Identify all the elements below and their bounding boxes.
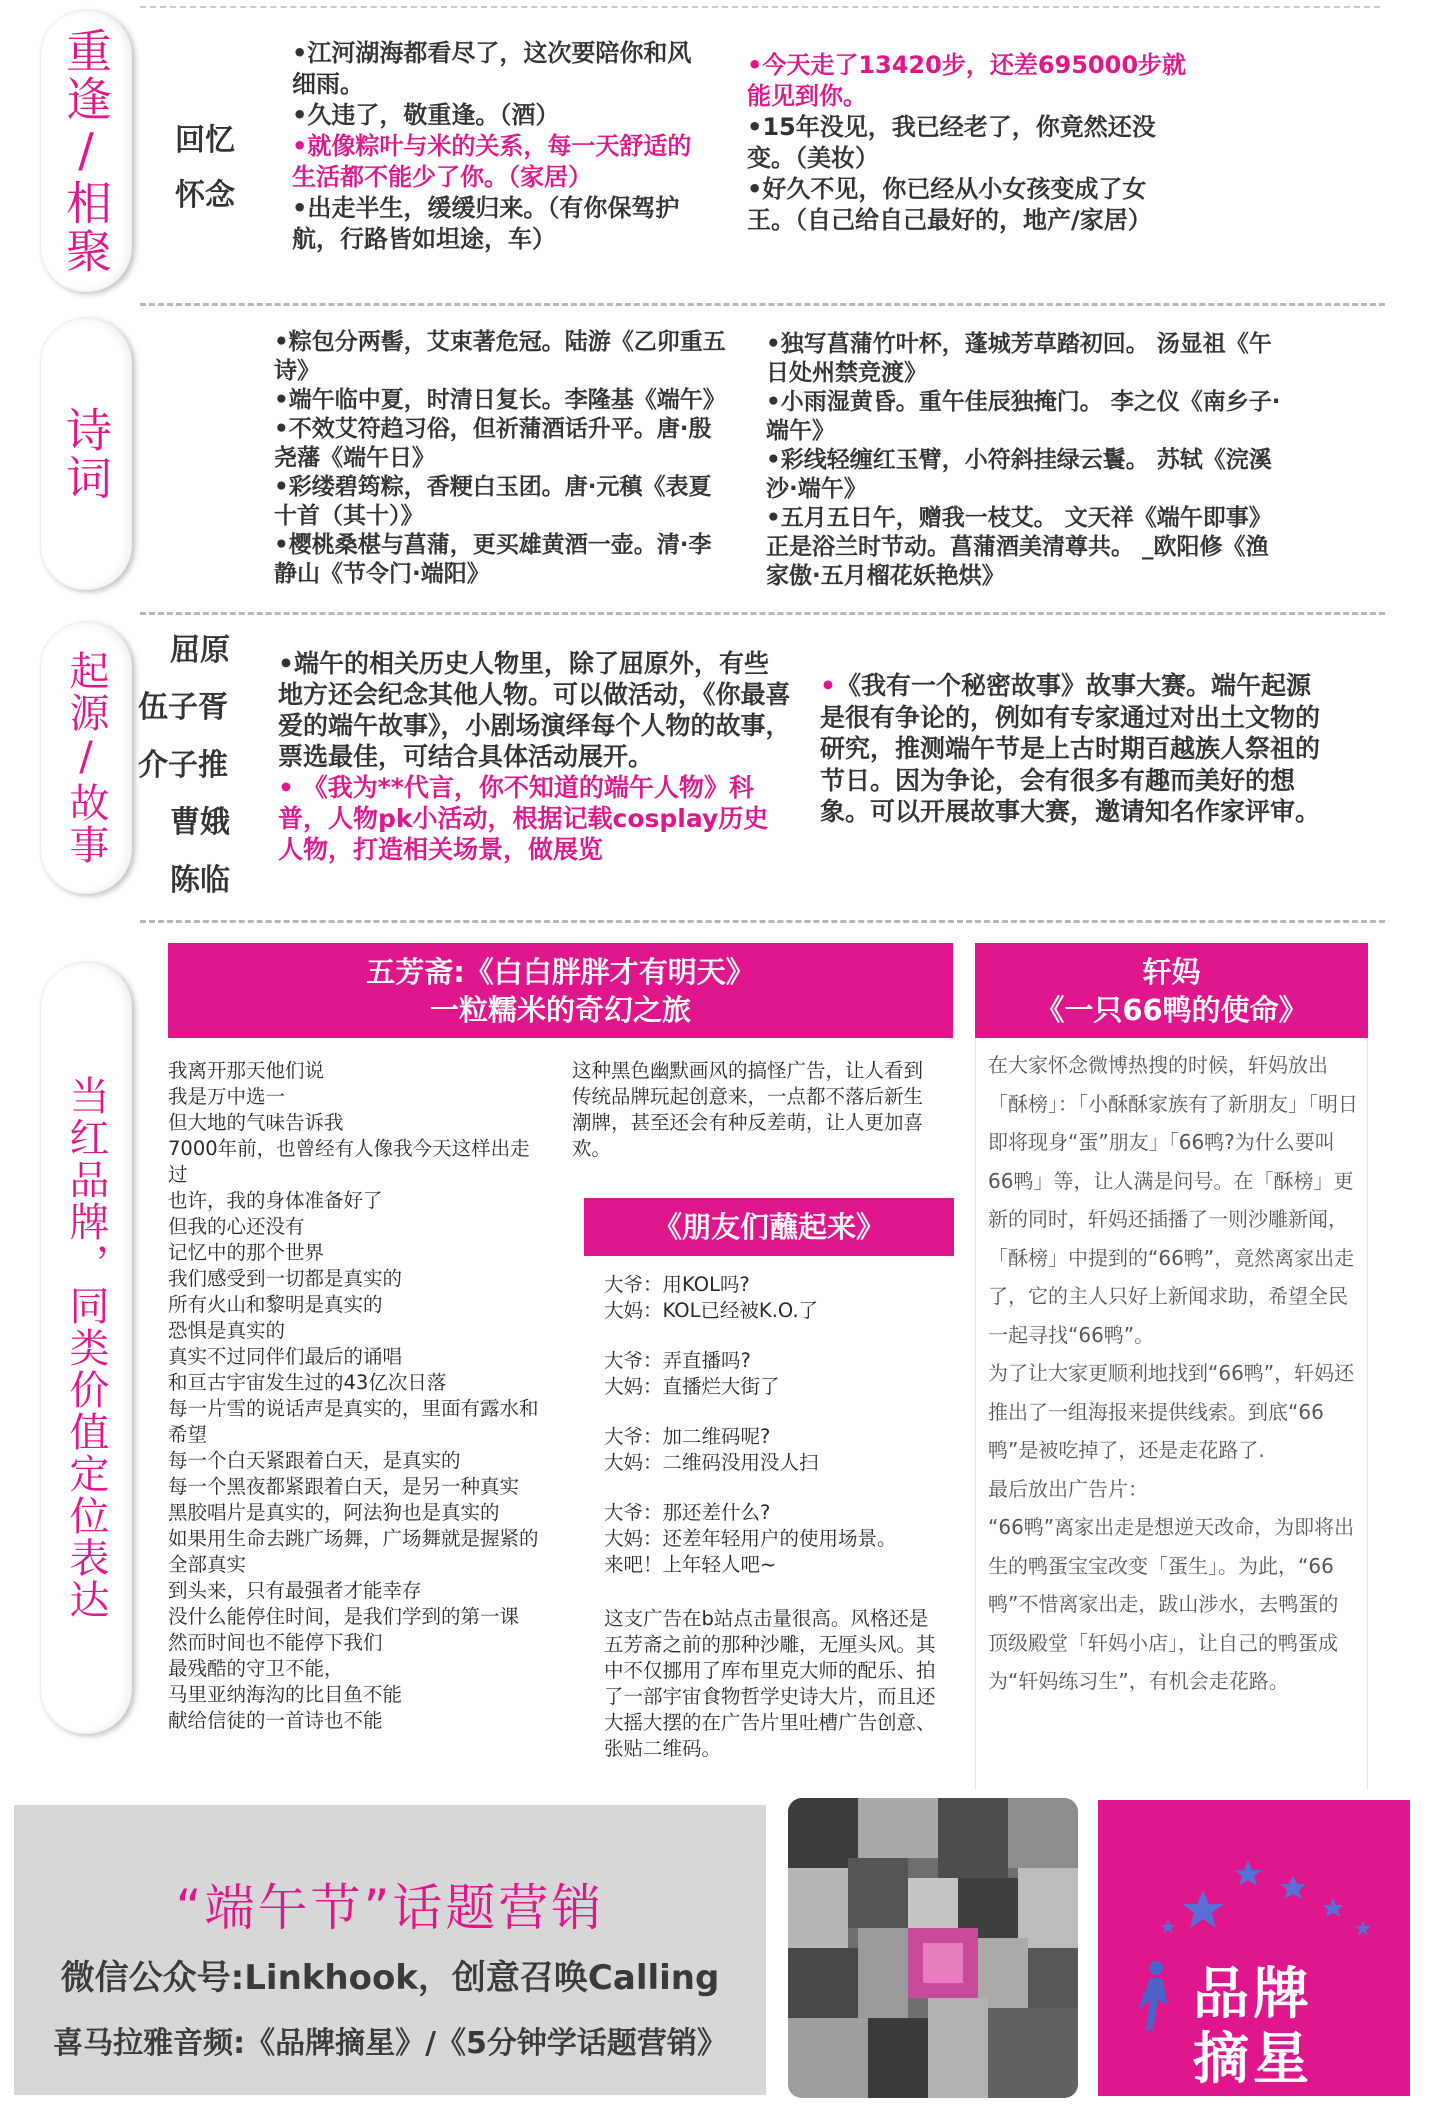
poem-item: •彩线轻缠红玉臂，小符斜挂绿云鬟。 苏轼《浣溪沙·端午》 (766, 447, 1272, 502)
origin-name: 曹娥 (170, 805, 230, 840)
friends-dialogues (604, 1272, 954, 1578)
top-divider (140, 0, 1380, 8)
wufangzhai-poem (168, 1058, 542, 1734)
poem-line: 我是万中选一 (168, 1085, 286, 1108)
dialogue-line: 大妈：直播烂大街了 (604, 1375, 780, 1398)
poem-line: 真实不过同伴们最后的诵唱 (168, 1345, 403, 1368)
wufangzhai-banner (168, 943, 953, 1038)
divider (140, 612, 1385, 615)
wufangzhai-subtitle: 一粒糯米的奇幻之旅 (429, 992, 691, 1027)
xuanma-text (988, 1046, 1358, 1701)
poem-line: 记忆中的那个世界 (168, 1241, 325, 1264)
xuanma-para: 在大家怀念微博热搜的时候，轩妈放出「酥榜」：「小酥酥家族有了新朋友」「明日即将现身“蛋”朋友」「66鸭?为什么要叫66鸭」等，让人满是问号。在「酥榜」更新的同时，轩妈还插播了一则沙雕新闻，「酥榜」中提到的“66鸭”，竟然离家出走了，它的主人只好上新闻求助，希望全民一起寻找“66鸭”。 (988, 1053, 1358, 1347)
xuanma-subtitle: 《一只66鸭的使命》 (1035, 992, 1308, 1027)
poem-line: 黑胶唱片是真实的，阿法狗也是真实的 (168, 1501, 500, 1524)
reunion-left-list (292, 38, 692, 255)
poem-line: 没什么能停住时间，是我们学到的第一课 (168, 1605, 520, 1628)
poem-line: 我们感受到一切都是真实的 (168, 1267, 403, 1290)
reunion-left-item: •久违了，敬重逢。（酒） (292, 101, 560, 129)
poem-line: 每一个白天紧跟着白天，是真实的 (168, 1449, 461, 1472)
poem-item: •彩缕碧筠粽，香粳白玉团。唐·元稹《表夏十首（其十）》 (274, 474, 712, 529)
poem-line: 马里亚纳海沟的比目鱼不能 (168, 1683, 403, 1706)
reunion-right-item: •15年没见，我已经老了，你竟然还没变。（美妆） (747, 113, 1156, 172)
dialogue-line: 大爷：那还差什么? (604, 1501, 771, 1524)
origin-right-para: 《我有一个秘密故事》故事大赛。端午起源是很有争论的，例如有专家通过对出土文物的研究，推测端午节是上古时期百越族人祭祖的节日。因为争论，会有很多有趣而美好的想象。可以开展故事大赛，邀请知名作家评审。 (820, 671, 1321, 826)
friends-title: 《朋友们蘸起来》 (652, 1210, 885, 1244)
xuanma-banner (975, 943, 1368, 1038)
wufangzhai-comment: 这种黑色幽默画风的搞怪广告，让人看到传统品牌玩起创意来，一点都不落后新生潮牌，甚至还会有种反差萌，让人更加喜欢。 (572, 1059, 924, 1160)
origin-right-bullet: • (820, 671, 836, 700)
poem-item: •不效艾符趋习俗，但祈蒲酒话升平。唐·殷尧藩《端午日》 (274, 416, 712, 471)
poem-line: 最残酷的守卫不能， (168, 1657, 344, 1680)
dialogue-line: 大爷：用KOL吗? (604, 1273, 750, 1296)
poem-line: 献给信徒的一首诗也不能 (168, 1709, 383, 1732)
wufangzhai-title: 五芳斋:《白白胖胖才有明天》 (366, 954, 755, 989)
dialogue-line: 来吧！上年轻人吧~ (604, 1553, 777, 1576)
dialogue-line: 大妈：还差年轻用户的使用场景。 (604, 1527, 897, 1550)
footer-audio: 喜马拉雅音频:《品牌摘星》/《5分钟学话题营销》 (53, 2026, 727, 2061)
logo-text-2: 摘星 (1193, 2027, 1313, 2092)
reunion-right-item-highlight: •今天走了13420步，还差695000步就能见到你。 (747, 51, 1187, 110)
reunion-label-2: 怀念 (175, 178, 235, 213)
poem-line: 我离开那天他们说 (168, 1059, 325, 1082)
reunion-right-list (747, 50, 1187, 236)
tab-origin-label: 起源/故事 (63, 650, 109, 866)
poem-item: •独写菖蒲竹叶杯，蓬城芳草踏初回。 汤显祖《午日处州禁竞渡》 (766, 331, 1272, 386)
origin-right-text (820, 670, 1320, 828)
tab-brands-label: 当红品牌，同类价值定位表达 (63, 1075, 109, 1621)
poem-line: 和亘古宇宙发生过的43亿次日落 (168, 1371, 447, 1394)
poem-line: 但大地的气味告诉我 (168, 1111, 344, 1134)
reunion-left-item: •出走半生，缓缓归来。（有你保驾护航，行路皆如坦途，车） (292, 194, 680, 253)
poem-line: 然而时间也不能停下我们 (168, 1631, 383, 1654)
origin-name: 陈临 (170, 863, 230, 898)
xuanma-title: 轩妈 (1142, 954, 1201, 989)
poem-item: •粽包分两髻，艾束著危冠。陆游《乙卯重五诗》 (274, 329, 726, 384)
poem-line: 恐惧是真实的 (168, 1319, 286, 1342)
origin-left-para: •端午的相关历史人物里，除了屈原外，有些地方还会纪念其他人物。可以做活动，《你最喜爱的端午故事》，小剧场演绎每个人物的故事，票选最佳，可结合具体活动展开。 (278, 649, 791, 771)
tab-reunion-label: 重逢/相聚 (59, 27, 113, 275)
friends-banner (584, 1198, 954, 1256)
friends-comment: 这支广告在b站点击量很高。风格还是五芳斋之前的那种沙雕，无厘头风。其中不仅挪用了库布里克大师的配乐、拍了一部宇宙食物哲学史诗大片，而且还大摇大摆的在广告片里吐槽广告创意、张贴二维码。 (604, 1607, 936, 1760)
origin-left-highlight: • 《我为**代言，你不知道的端午人物》科普，人物pk小活动，根据记载cosplay历史人物，打造相关场景，做展览 (278, 773, 769, 864)
tab-poetry (40, 318, 132, 590)
poem-line: 也许，我的身体准备好了 (168, 1189, 383, 1212)
poem-line: 所有火山和黎明是真实的 (168, 1293, 383, 1316)
tab-reunion (40, 10, 132, 292)
poem-line: 每一片雪的说话声是真实的，里面有露水和希望 (168, 1397, 539, 1446)
poem-line: 7000年前，也曾经有人像我今天这样出走过 (168, 1137, 530, 1186)
reunion-label-1: 回忆 (175, 123, 235, 158)
poem-line: 但我的心还没有 (168, 1215, 305, 1238)
poem-item: •五月五日午，赠我一枝艾。 文天祥《端午即事》正是浴兰时节动。菖蒲酒美清尊共。 _欧阳修《渔家傲·五月榴花妖艳烘》 (766, 505, 1272, 589)
poetry-right-list (766, 330, 1286, 591)
poem-line: 每一个黑夜都紧跟着白天，是另一种真实 (168, 1475, 520, 1498)
origin-left-text (278, 648, 793, 865)
brand-logo (1098, 1800, 1410, 2096)
poetry-left-list (274, 328, 734, 589)
xuanma-para: 为了让大家更顺利地找到“66鸭”，轩妈还推出了一组海报来提供线索。到底“66鸭”是被吃掉了，还是走花路了. (988, 1361, 1355, 1462)
logo-text-1: 品牌 (1193, 1962, 1313, 2027)
tab-poetry-label: 诗词 (59, 406, 113, 502)
tab-origin (40, 622, 132, 894)
reunion-right-item: •好久不见，你已经从小女孩变成了女王。（自己给自己最好的，地产/家居） (747, 175, 1152, 234)
reunion-left-item: •江河湖海都看尽了，这次要陪你和风细雨。 (292, 39, 692, 98)
xuanma-para: 最后放出广告片： (988, 1476, 1148, 1501)
origin-name: 伍子胥 (138, 690, 228, 725)
divider (140, 303, 1385, 306)
poem-line: 到头来，只有最强者才能幸存 (168, 1579, 422, 1602)
origin-name: 屈原 (170, 633, 230, 668)
dialogue-line: 大爷：弄直播吗? (604, 1349, 751, 1372)
dialogue-line: 大爷：加二维码呢? (604, 1425, 771, 1448)
xuanma-para: “66鸭”离家出走是想逆天改命，为即将出生的鸭蛋宝宝改变「蛋生」。为此，“66鸭”不惜离家出走，跋山涉水，去鸭蛋的顶级殿堂「轩妈小店」，让自己的鸭蛋成为“轩妈练习生”，有机会走花路。 (988, 1515, 1355, 1693)
footer-title: “端午节”话题营销 (175, 1879, 605, 1937)
dialogue-line: 大妈：KOL已经被K.O.了 (604, 1299, 819, 1322)
dialogue-line: 大妈：二维码没用没人扫 (604, 1451, 819, 1474)
tab-brands (40, 962, 132, 1734)
poem-line: 如果用生命去跳广场舞，广场舞就是握紧的全部真实 (168, 1527, 539, 1576)
divider (140, 920, 1385, 923)
poem-item: •樱桃桑椹与菖蒲，更买雄黄酒一壶。清·李静山《节令门·端阳》 (274, 532, 712, 587)
poem-item: •端午临中夏，时清日复长。李隆基《端午》 (274, 387, 726, 413)
origin-name: 介子推 (138, 748, 228, 783)
reunion-left-item-highlight: •就像粽叶与米的关系，每一天舒适的生活都不能少了你。（家居） (292, 132, 692, 191)
poem-item: •小雨湿黄昏。重午佳辰独掩门。 李之仪《南乡子·端午》 (766, 389, 1281, 444)
qr-code-blurred[interactable] (788, 1798, 1078, 2098)
footer-wechat: 微信公众号:Linkhook，创意召唤Calling (60, 1958, 720, 1998)
